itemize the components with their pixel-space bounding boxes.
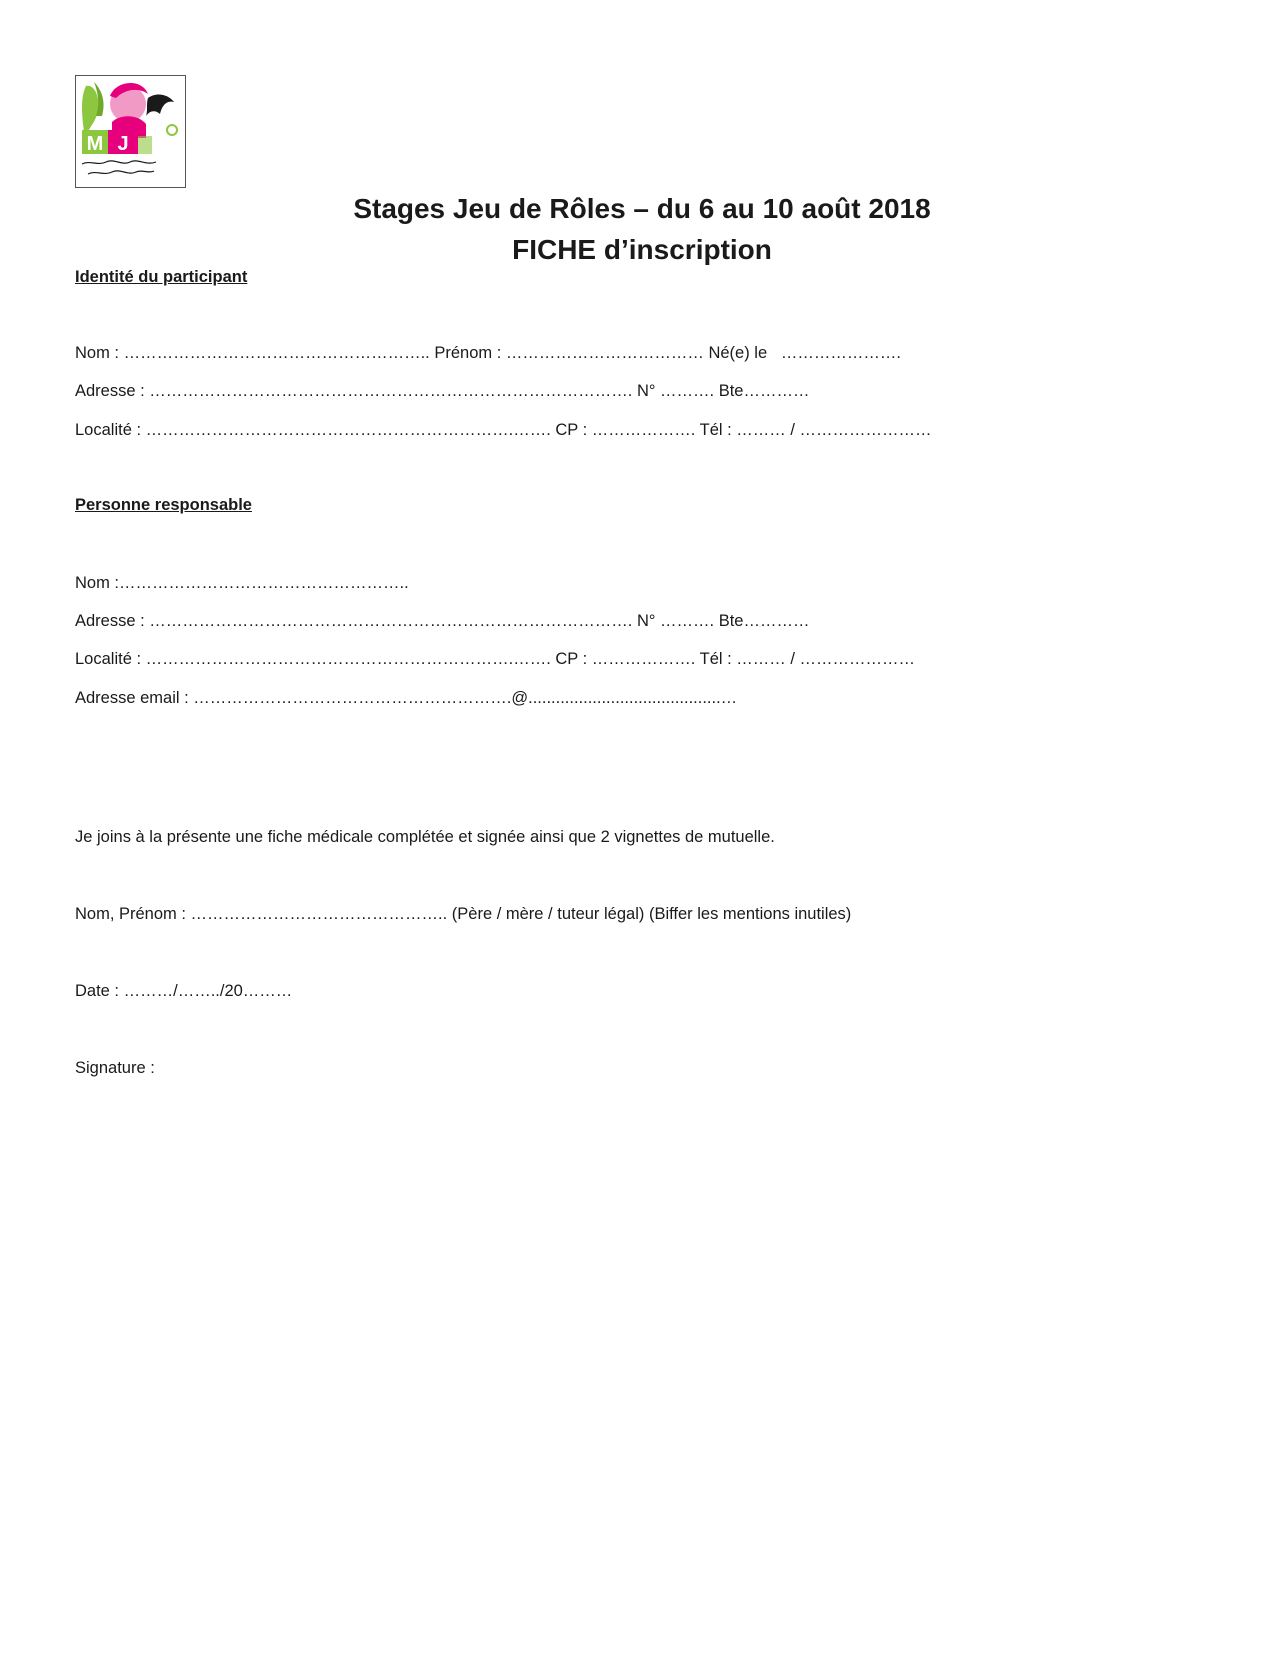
responsable-email-field[interactable]: Adresse email : ………………………………………………….@..........................................…: [75, 689, 738, 707]
responsable-section-heading: Personne responsable: [75, 496, 252, 514]
participant-nom-field[interactable]: Nom : ……………………………………………….. Prénom : ……………………………… Né(e) le ………………….: [75, 344, 901, 362]
logo-letter-m: M: [86, 133, 104, 155]
guardian-name-field[interactable]: Nom, Prénom : ……………………………………….. (Père / mère / tuteur légal) (Biffer les mentions inutiles): [75, 905, 852, 923]
date-field[interactable]: Date : ………/……../20………: [75, 982, 293, 1000]
logo-letter-j: J: [117, 133, 129, 155]
responsable-nom-field[interactable]: Nom :……………………………………………..: [75, 574, 409, 592]
participant-adresse-field[interactable]: Adresse : ……………………………………………………………………………. N° ………. Bte…………: [75, 382, 810, 400]
signature-field[interactable]: Signature :: [75, 1059, 155, 1077]
participant-localite-field[interactable]: Localité : ………………………………………………………….……. CP : ………………. Tél : ……… / ……………………: [75, 421, 932, 439]
medical-sheet-statement: Je joins à la présente une fiche médicale complétée et signée ainsi que 2 vignettes de mutuelle.: [75, 828, 775, 846]
page-title: Stages Jeu de Rôles – du 6 au 10 août 2018: [353, 193, 931, 224]
page-subtitle: FICHE d’inscription: [512, 234, 772, 265]
participant-section-heading: Identité du participant: [75, 268, 248, 286]
responsable-localite-field[interactable]: Localité : ………………………………………………………….……. CP : ………………. Tél : ……… / …………………: [75, 650, 916, 668]
mj-logo: [75, 75, 186, 188]
responsable-adresse-field[interactable]: Adresse : ……………………………………………………………………………. N° ………. Bte…………: [75, 612, 810, 630]
